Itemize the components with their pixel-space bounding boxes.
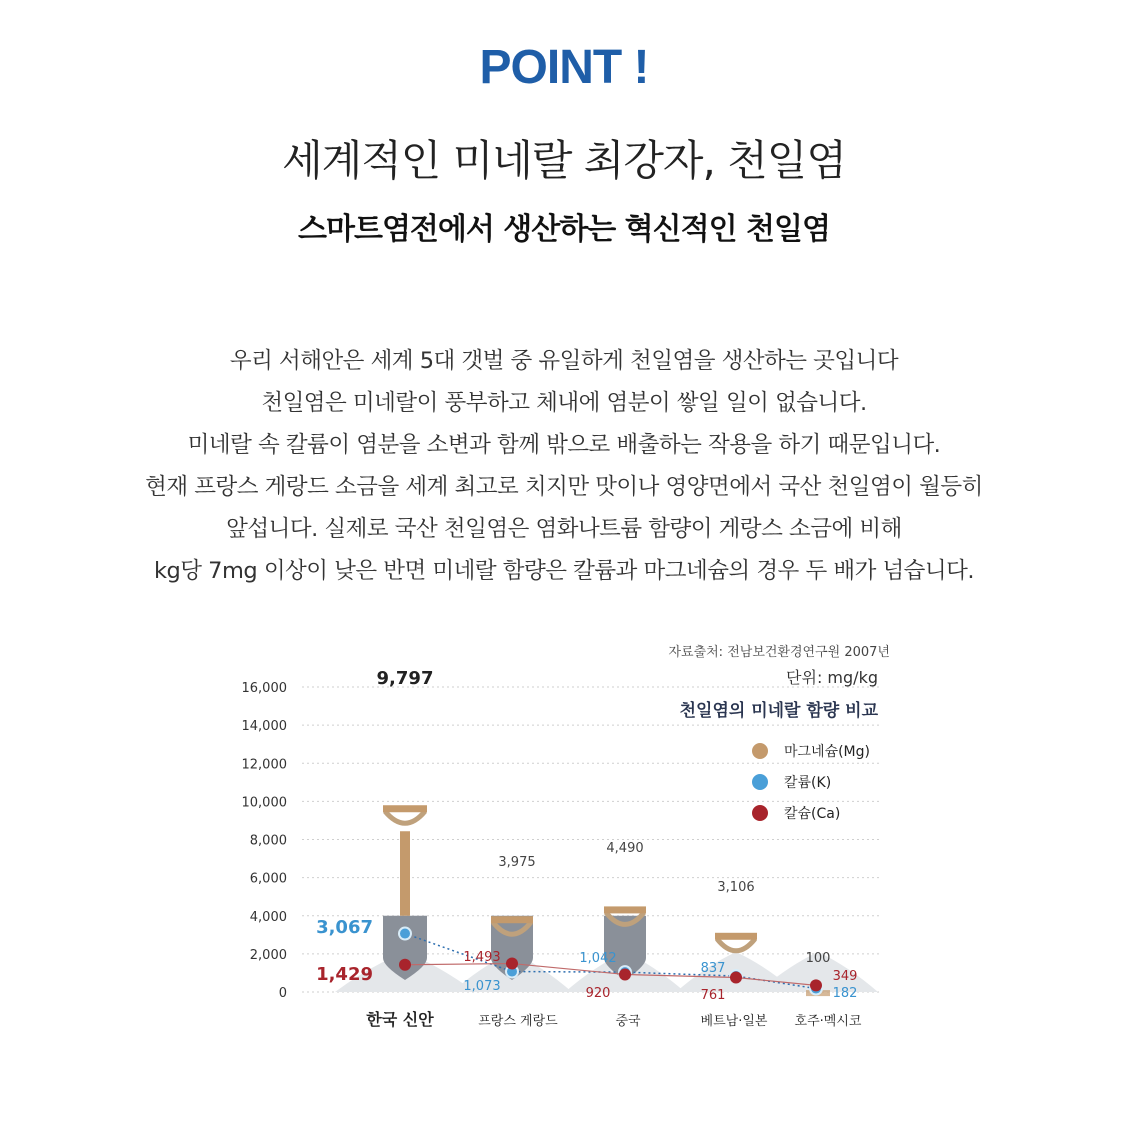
category-label: 중국 — [615, 1014, 641, 1029]
point-exclamation: ! — [633, 41, 649, 94]
category-label: 한국 신안 — [366, 1010, 434, 1029]
legend-swatch — [752, 743, 768, 759]
potassium-value-label: 3,067 — [316, 917, 373, 938]
magnesium-value-label: 3,975 — [498, 855, 536, 870]
magnesium-value-label: 100 — [805, 951, 831, 966]
calcium-point — [730, 971, 742, 983]
body-line: 천일염은 미네랄이 풍부하고 체내에 염분이 쌓일 일이 없습니다. — [261, 390, 867, 416]
legend-label: 마그네슘(Mg) — [784, 744, 870, 760]
potassium-point — [399, 928, 411, 940]
legend-swatch — [752, 774, 768, 790]
magnesium-bar — [383, 805, 427, 812]
category-label: 프랑스 게랑드 — [478, 1014, 558, 1029]
page-title: 세계적인 미네랄 최강자, 천일염 — [282, 136, 846, 185]
category-label: 호주·멕시코 — [794, 1014, 862, 1029]
legend-label: 칼슘(Ca) — [784, 806, 841, 822]
body-line: 앞섭니다. 실제로 국산 천일염은 염화나트륨 함량이 게랑스 소금에 비해 — [226, 516, 902, 542]
calcium-value-label: 349 — [832, 969, 858, 984]
potassium-value-label: 837 — [700, 961, 726, 976]
body-line: 우리 서해안은 세계 5대 갯벌 중 유일하게 천일염을 생산하는 곳입니다 — [229, 348, 899, 374]
calcium-point — [810, 979, 822, 991]
y-tick-label: 12,000 — [241, 757, 287, 773]
y-tick-label: 0 — [278, 986, 287, 1001]
y-tick-label: 10,000 — [241, 795, 287, 811]
calcium-point — [506, 958, 518, 970]
calcium-point — [399, 959, 411, 971]
magnesium-value-label: 3,106 — [717, 880, 755, 895]
potassium-value-label: 1,073 — [463, 979, 501, 994]
legend-label: 칼륨(K) — [784, 775, 832, 791]
y-tick-label: 16,000 — [241, 681, 287, 696]
y-tick-label: 14,000 — [241, 719, 287, 735]
potassium-value-label: 182 — [832, 986, 858, 1001]
shovel-grip — [385, 811, 425, 823]
magnesium-value-label: 4,490 — [606, 841, 644, 856]
calcium-point — [619, 968, 631, 980]
body-line: 현재 프랑스 게랑드 소금을 세계 최고로 치지만 맛이나 영양면에서 국산 천일염이 월등히 — [145, 474, 983, 500]
source-note: 자료출처: 전남보건환경연구원 2007년 — [668, 645, 890, 660]
legend-swatch — [752, 805, 768, 821]
y-tick-label: 2,000 — [249, 947, 287, 963]
unit-label: 단위: mg/kg — [786, 668, 878, 687]
point-text: POINT — [479, 41, 622, 94]
body-line: kg당 7mg 이상이 낮은 반면 미네랄 함량은 칼륨과 마그네슘의 경우 두 배가 넘습니다. — [153, 558, 975, 584]
category-label: 베트남·일본 — [700, 1014, 768, 1029]
shovel-handle — [400, 831, 410, 916]
y-tick-label: 4,000 — [249, 909, 287, 925]
y-tick-label: 8,000 — [249, 833, 287, 849]
calcium-value-label: 920 — [585, 986, 611, 1001]
magnesium-value-label: 9,797 — [376, 668, 434, 689]
shovel-grip — [717, 939, 755, 951]
potassium-value-label: 1,042 — [579, 951, 617, 966]
body-paragraph — [0, 340, 1128, 592]
magnesium-bar — [715, 933, 757, 940]
calcium-value-label: 761 — [700, 988, 726, 1003]
y-tick-label: 6,000 — [249, 871, 287, 887]
calcium-value-label: 1,429 — [316, 964, 373, 985]
point-heading — [0, 40, 1128, 95]
mineral-chart — [0, 620, 1128, 1050]
calcium-value-label: 1,493 — [463, 950, 501, 965]
body-line: 미네랄 속 칼륨이 염분을 소변과 함께 밖으로 배출하는 작용을 하기 때문입니다. — [187, 432, 941, 458]
magnesium-bar — [604, 906, 646, 913]
page-subtitle: 스마트염전에서 생산하는 혁신적인 천일염 — [298, 212, 830, 247]
magnesium-bar — [491, 916, 533, 923]
chart-title: 천일염의 미네랄 함량 비교 — [679, 701, 878, 721]
